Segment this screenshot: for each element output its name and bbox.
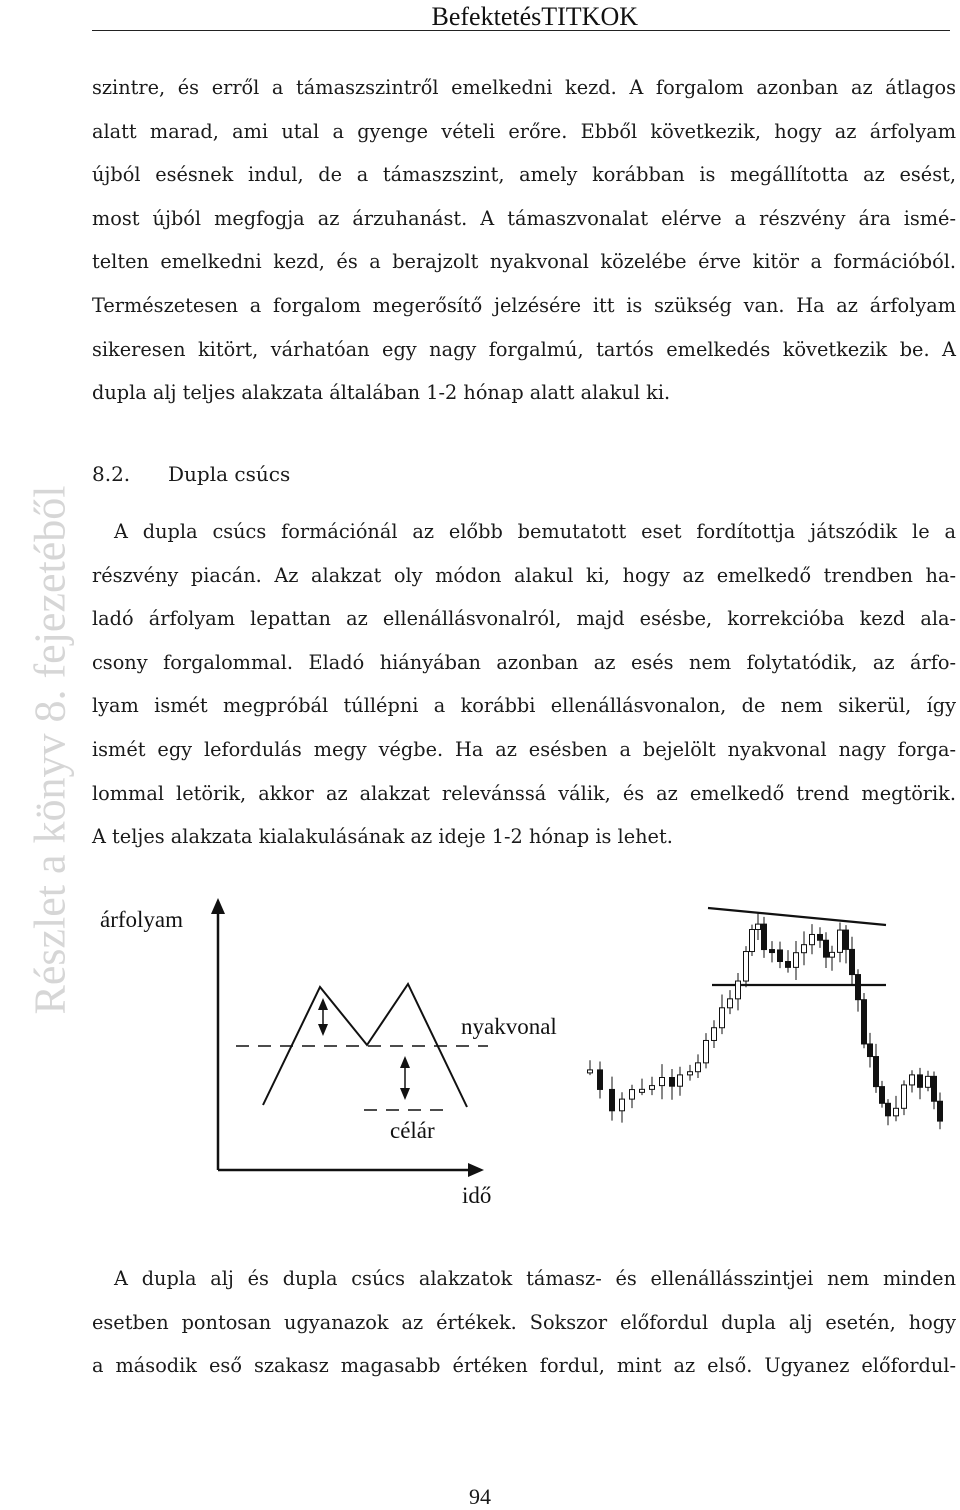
double-top-diagram bbox=[92, 890, 572, 1220]
candle-body bbox=[670, 1078, 675, 1087]
page-number: 94 bbox=[469, 1484, 491, 1509]
section-number: 8.2. bbox=[92, 462, 131, 486]
candle-body bbox=[630, 1090, 635, 1100]
candle-body bbox=[598, 1070, 603, 1090]
arrow-up-icon bbox=[318, 998, 328, 1010]
candle-body bbox=[678, 1075, 683, 1086]
candle-body bbox=[728, 999, 733, 1008]
candle-body bbox=[824, 940, 829, 957]
candle-body bbox=[778, 950, 783, 962]
text-line: A dupla csúcs formációnál az előbb bemutatott eset fordítottja játszódik le a bbox=[114, 520, 956, 543]
text-line: a második eső szakasz magasabb értéken fordul, mint az első. Ugyanez előfordul- bbox=[92, 1354, 956, 1378]
paragraph-2 bbox=[92, 510, 956, 859]
candle-body bbox=[926, 1076, 931, 1087]
arrow-up-icon bbox=[400, 1056, 410, 1068]
text-line: részvény piacán. Az alakzat oly módon alakul ki, hogy az emelkedő trendben ha- bbox=[92, 563, 956, 587]
neckline-label: nyakvonal bbox=[461, 1014, 557, 1039]
candle-body bbox=[736, 981, 741, 999]
candle-body bbox=[802, 945, 807, 953]
text-line: újból esésnek indul, de a támaszszint, amely korábban is megállította az esést, bbox=[92, 163, 956, 187]
candle-body bbox=[862, 1000, 867, 1044]
text-line: csony forgalommal. Eladó hiányában azonban az esés nem folytatódik, az árfo- bbox=[92, 650, 956, 674]
text-line: ismét egy lefordulás megy végbe. Ha az esésben a bejelölt nyakvonal nagy forga- bbox=[92, 737, 956, 761]
text-line: sikeresen kitört, várhatóan egy nagy forgalmú, tartós emelkedés következik be. A bbox=[92, 337, 956, 361]
candle-body bbox=[720, 1008, 725, 1028]
candle-body bbox=[886, 1103, 891, 1116]
candle-body bbox=[918, 1075, 923, 1087]
side-watermark: Részlet a könyv 8. fejezetéből bbox=[25, 485, 75, 1015]
arrow-down-icon bbox=[400, 1088, 410, 1100]
candle-body bbox=[938, 1101, 943, 1121]
candle-body bbox=[910, 1075, 915, 1085]
text-line: A dupla alj és dupla csúcs alakzatok támasz- és ellenállásszintjei nem minden bbox=[114, 1267, 956, 1290]
y-axis-arrow-icon bbox=[211, 898, 225, 914]
target-label: célár bbox=[390, 1118, 435, 1143]
header-title: BefektetésTITKOK bbox=[431, 2, 638, 31]
text-line: alatt marad, ami utal a gyenge vételi erőre. Ebből következik, hogy az árfolyam bbox=[92, 119, 956, 143]
x-axis-arrow-icon bbox=[468, 1163, 484, 1177]
candle-body bbox=[620, 1099, 625, 1111]
candle-body bbox=[868, 1044, 873, 1057]
candle-body bbox=[838, 930, 843, 952]
candle-body bbox=[794, 953, 799, 968]
text-line: most újból megfogja az árzuhanást. A támaszvonalat elérve a részvény ára ismé- bbox=[92, 206, 956, 230]
candle-body bbox=[810, 934, 815, 944]
candle-body bbox=[818, 934, 823, 940]
candle-body bbox=[894, 1108, 899, 1116]
section-title: Dupla csúcs bbox=[168, 462, 291, 486]
text-line: dupla alj teljes alakzata általában 1-2 hónap alatt alakul ki. bbox=[92, 381, 671, 405]
text-line: A teljes alakzata kialakulásának az ideje 1-2 hónap is lehet. bbox=[92, 825, 673, 849]
text-line: Természetesen a forgalom megerősítő jelzésére itt is szükség van. Ha az árfolyam bbox=[92, 293, 956, 317]
candle-body bbox=[762, 924, 767, 949]
text-line: szintre, és erről a támaszszintről emelkedni kezd. A forgalom azonban az átlagos bbox=[92, 76, 956, 99]
candle-body bbox=[786, 962, 791, 968]
candle-body bbox=[744, 952, 749, 982]
x-axis-label: idő bbox=[462, 1183, 492, 1208]
candle-body bbox=[712, 1028, 717, 1041]
candle-body bbox=[880, 1087, 885, 1104]
text-line: telten emelkedni kezd, és a berajzolt nyakvonal közelébe érve kitör a formációból. bbox=[92, 250, 956, 274]
candle-body bbox=[704, 1040, 709, 1062]
candle-body bbox=[756, 924, 761, 929]
candle-body bbox=[850, 949, 855, 974]
candle-body bbox=[874, 1057, 879, 1087]
candle-body bbox=[932, 1076, 937, 1101]
candle-body bbox=[844, 930, 849, 949]
page-header bbox=[92, 0, 950, 31]
arrow-down-icon bbox=[318, 1024, 328, 1036]
paragraph-3 bbox=[92, 1257, 956, 1388]
candle-body bbox=[830, 952, 835, 957]
candle-body bbox=[688, 1072, 693, 1075]
candle-body bbox=[856, 975, 861, 1000]
candle-body bbox=[770, 950, 775, 953]
candlestick-chart bbox=[580, 895, 950, 1145]
text-line: esetben pontosan ugyanazok az értékek. Sokszor előfordul dupla alj esetén, hogy bbox=[92, 1310, 956, 1334]
candle-body bbox=[750, 930, 755, 952]
resistance-line bbox=[708, 908, 886, 925]
text-line: lyam ismét megpróbál túllépni a korábbi ellenállásvonalon, de nem sikerül, így bbox=[92, 694, 956, 718]
candle-body bbox=[610, 1089, 615, 1110]
text-line: lommal letörik, akkor az alakzat relevánssá válik, és az emelkedő trend megtörik. bbox=[92, 781, 956, 805]
candle-body bbox=[650, 1086, 655, 1090]
candle-body bbox=[902, 1085, 907, 1108]
paragraph-1 bbox=[92, 66, 956, 415]
candle-body bbox=[660, 1078, 665, 1086]
text-line: ladó árfolyam lepattan az ellenállásvonalról, majd esésbe, korrekcióba kezd ala- bbox=[92, 607, 956, 631]
candle-body bbox=[696, 1063, 701, 1072]
y-axis-label: árfolyam bbox=[100, 907, 184, 932]
candle-body bbox=[588, 1070, 593, 1073]
candle-body bbox=[640, 1089, 645, 1092]
candles-group bbox=[588, 913, 943, 1129]
